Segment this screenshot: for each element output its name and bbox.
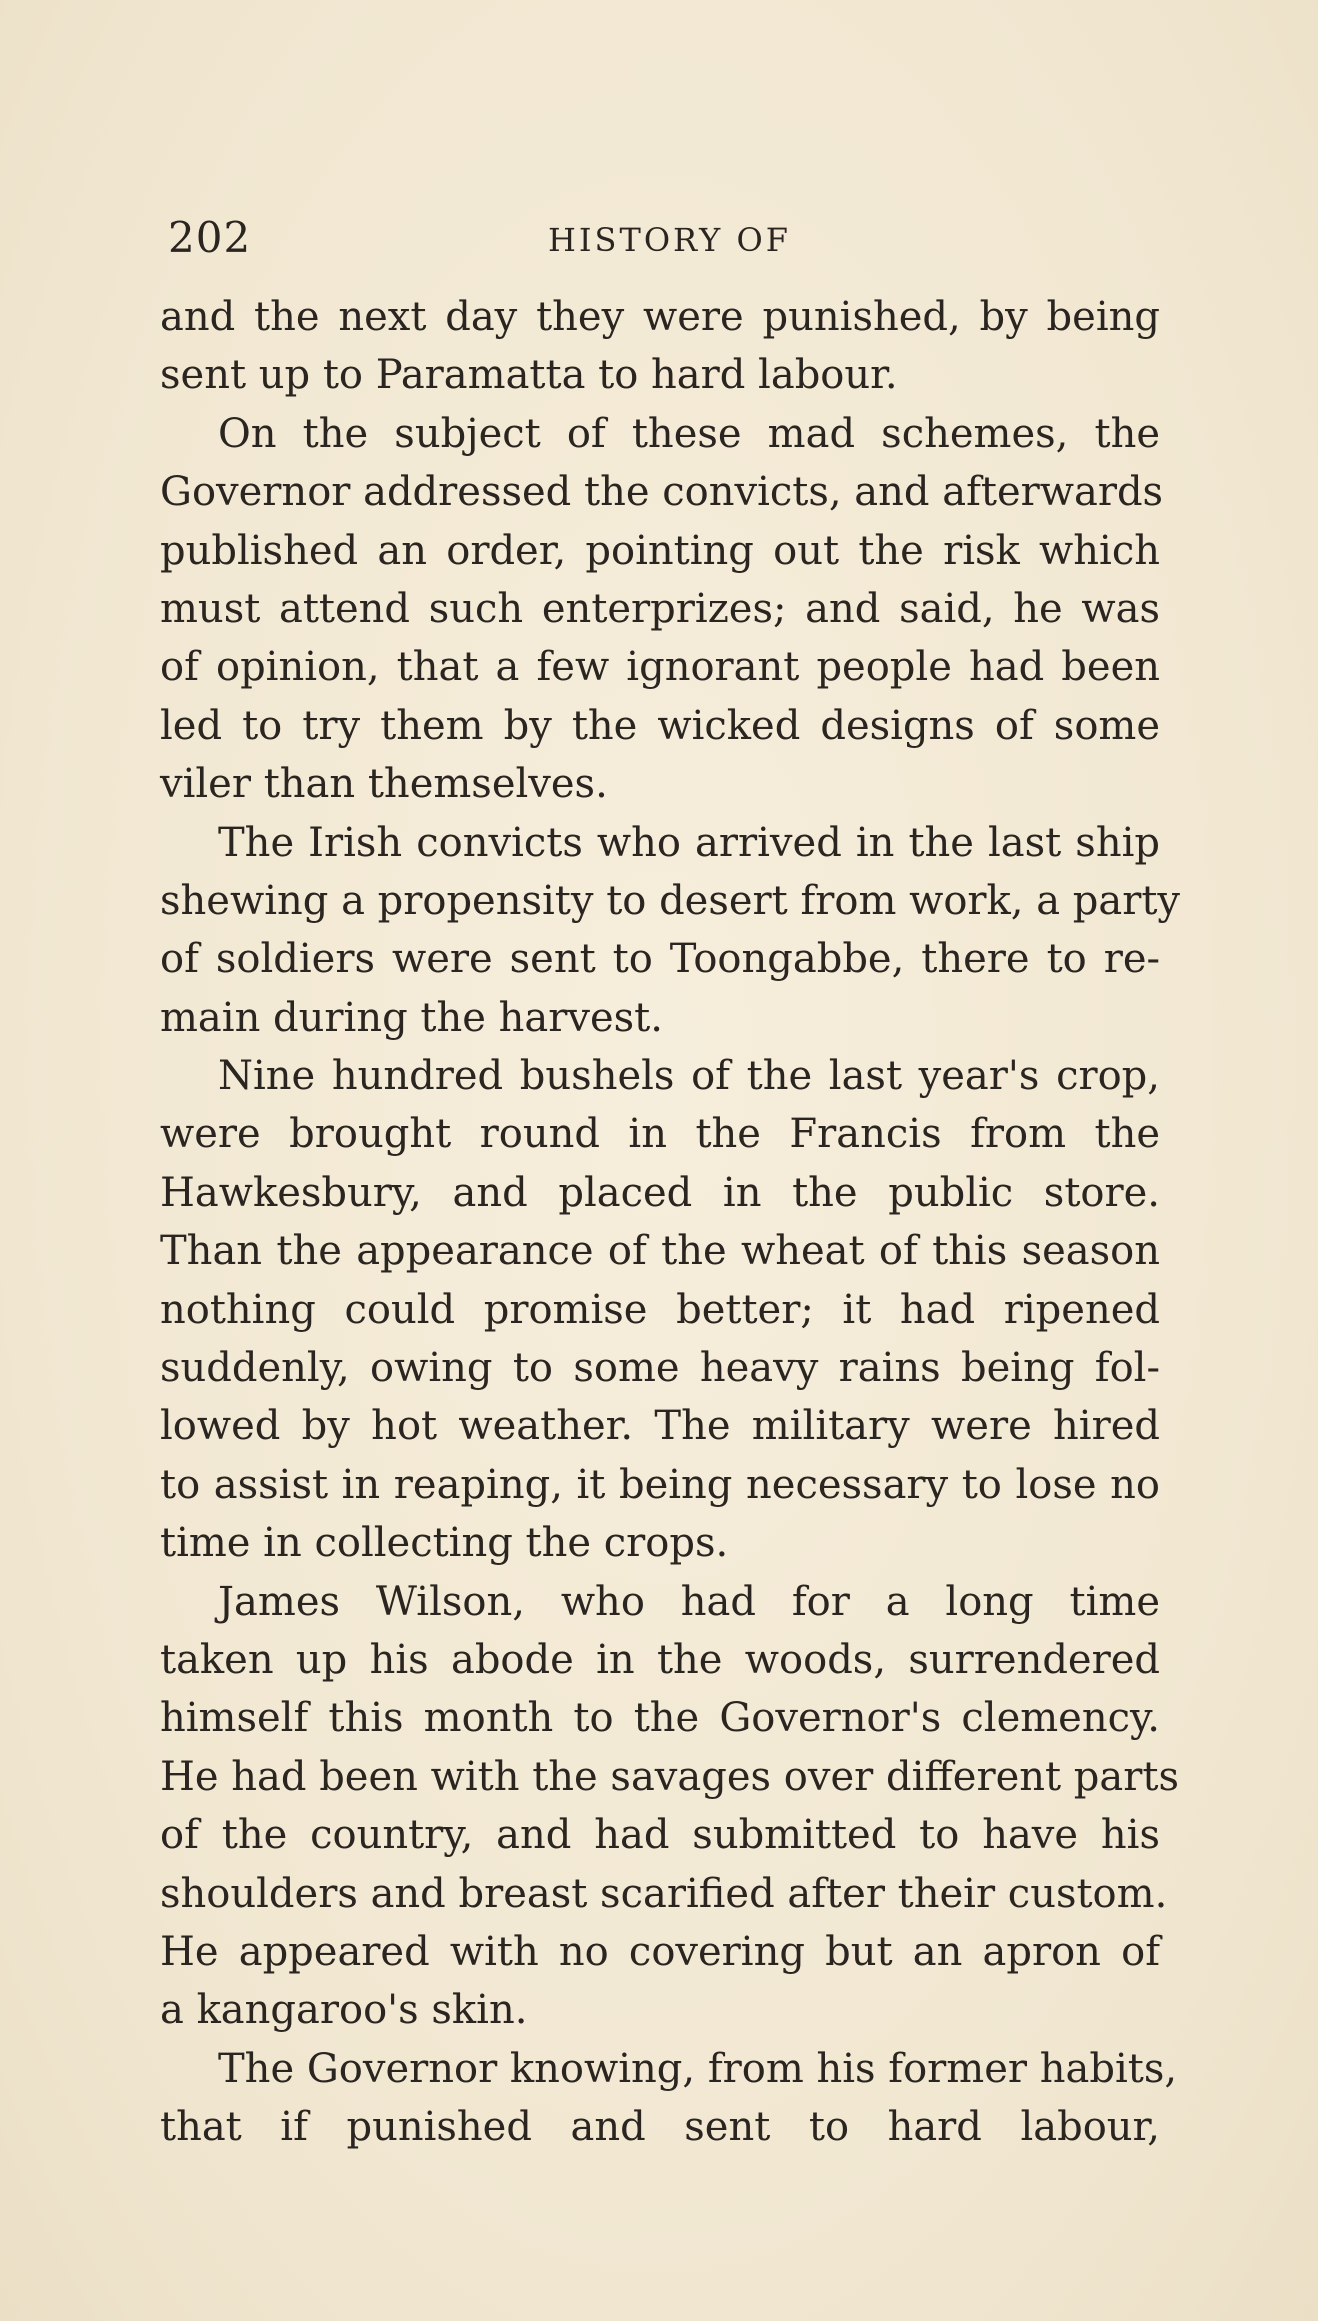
text-line: James Wilson, who had for a long time bbox=[218, 1578, 1160, 1625]
text-line: were brought round in the Francis from the bbox=[160, 1111, 1160, 1158]
page-header bbox=[168, 212, 1148, 264]
text-line: that if punished and sent to hard labour, bbox=[160, 2104, 1160, 2151]
text-line: lowed by hot weather. The military were hired bbox=[160, 1403, 1160, 1450]
text-line: published an order, pointing out the risk which bbox=[160, 527, 1160, 574]
text-line: led to try them by the wicked designs of some bbox=[160, 702, 1160, 749]
text-line: Than the appearance of the wheat of this season bbox=[160, 1228, 1160, 1275]
text-line: suddenly, owing to some heavy rains being fol- bbox=[160, 1345, 1160, 1392]
text-line: Nine hundred bushels of the last year's crop, bbox=[218, 1053, 1160, 1100]
text-line: nothing could promise better; it had ripened bbox=[160, 1286, 1160, 1333]
page-number: 202 bbox=[168, 213, 252, 262]
text-line: taken up his abode in the woods, surrendered bbox=[160, 1636, 1160, 1683]
text-line: Hawkesbury, and placed in the public store. bbox=[160, 1169, 1160, 1216]
body-text bbox=[160, 288, 1181, 2157]
text-line: to assist in reaping, it being necessary to lose no bbox=[160, 1461, 1160, 1508]
text-line: and the next day they were punished, by being bbox=[160, 294, 1160, 340]
text-line: viler than themselves. bbox=[160, 761, 608, 808]
text-line: He had been with the savages over different parts bbox=[160, 1753, 1179, 1800]
text-line: of opinion, that a few ignorant people had been bbox=[160, 644, 1160, 691]
text-line: He appeared with no covering but an apron of bbox=[160, 1928, 1160, 1975]
text-line: On the subject of these mad schemes, the bbox=[218, 410, 1160, 457]
text-line: main during the harvest. bbox=[160, 994, 663, 1041]
text-line: sent up to Paramatta to hard labour. bbox=[160, 352, 898, 399]
text-line: shewing a propensity to desert from work, a party bbox=[160, 877, 1181, 924]
text-line: The Irish convicts who arrived in the last ship bbox=[218, 819, 1160, 866]
text-line: The Governor knowing, from his former habits, bbox=[218, 2045, 1178, 2092]
running-head: HISTORY OF bbox=[548, 221, 791, 259]
text-line: himself this month to the Governor's clemency. bbox=[160, 1695, 1160, 1742]
text-line: Governor addressed the convicts, and afterwards bbox=[160, 469, 1164, 516]
text-line: time in collecting the crops. bbox=[160, 1520, 729, 1567]
text-line: a kangaroo's skin. bbox=[160, 1987, 528, 2034]
text-line: must attend such enterprizes; and said, he was bbox=[160, 585, 1160, 632]
text-line: of the country, and had submitted to have his bbox=[160, 1812, 1160, 1859]
text-line: of soldiers were sent to Toongabbe, there to re- bbox=[160, 936, 1160, 983]
text-line: shoulders and breast scarified after their custom. bbox=[160, 1870, 1168, 1917]
